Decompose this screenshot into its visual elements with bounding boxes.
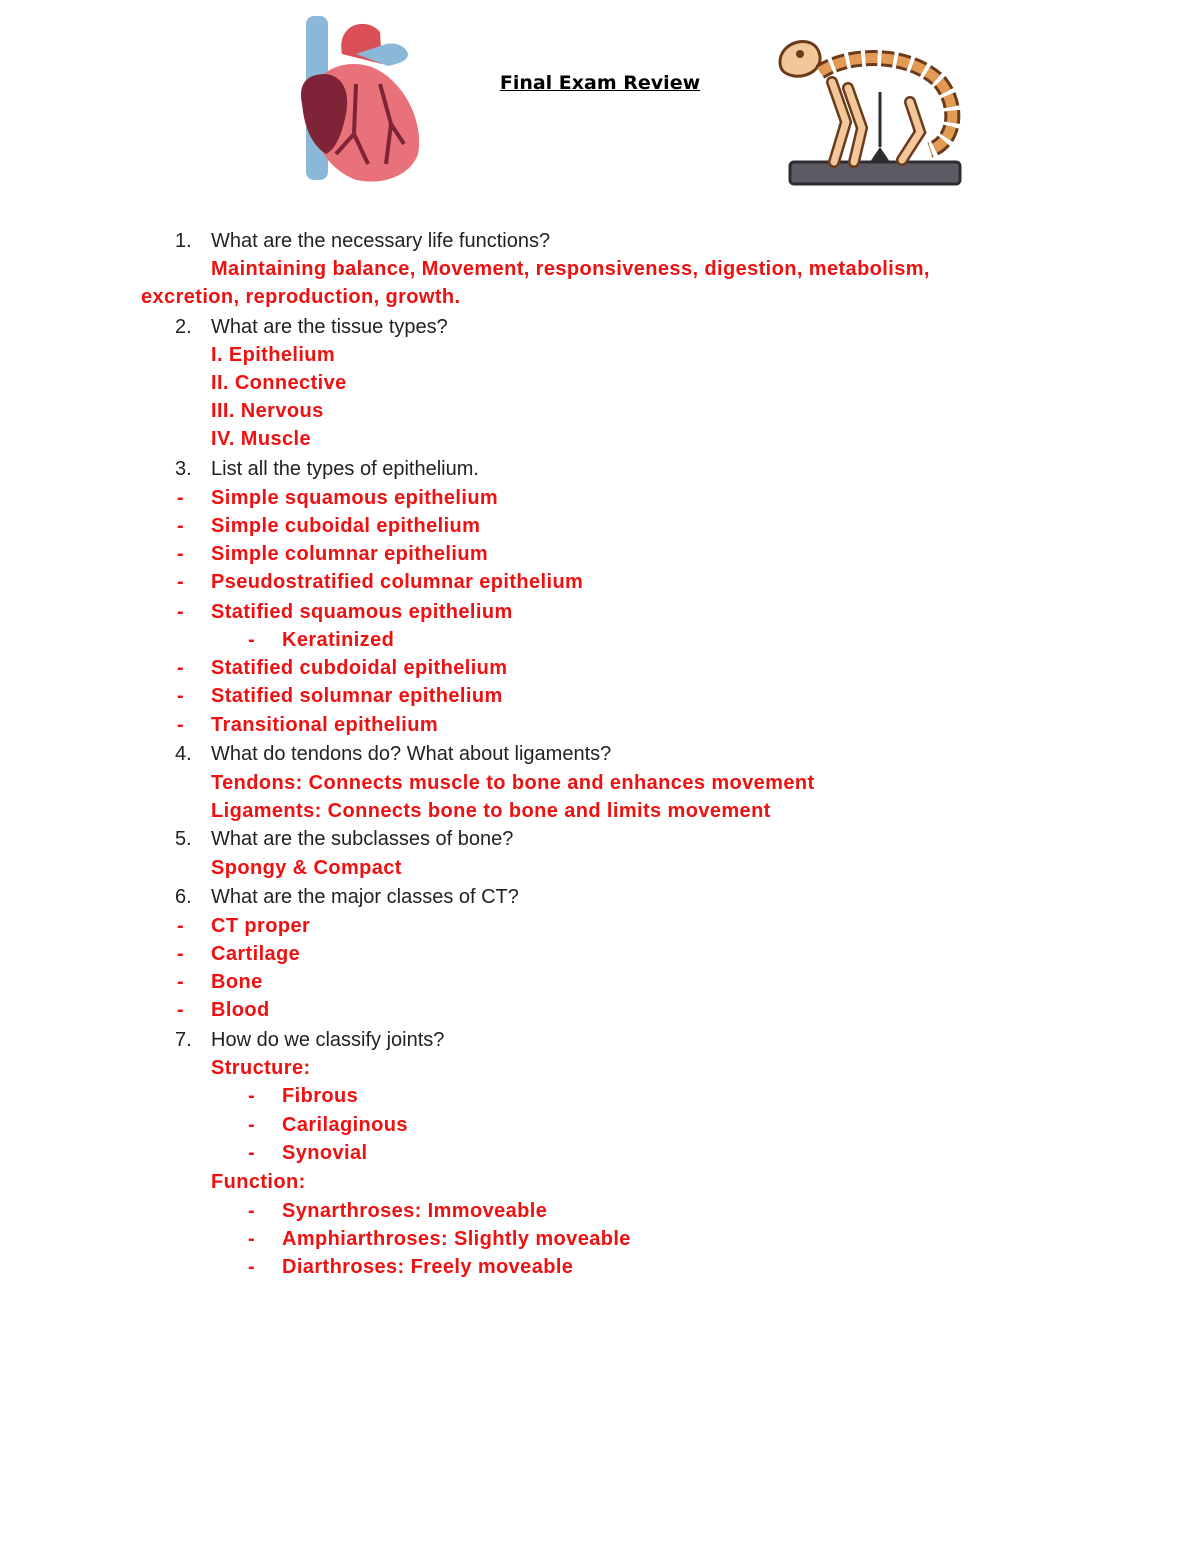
bullet-item bbox=[0, 998, 1200, 1022]
bullet-item bbox=[0, 942, 1200, 966]
answer-item: Pseudostratified columnar epithelium bbox=[211, 571, 584, 593]
bullet-dash: - bbox=[248, 1200, 255, 1222]
answer-item: Spongy & Compact bbox=[211, 857, 402, 879]
answer-subitem: Carilaginous bbox=[282, 1114, 408, 1136]
question-1 bbox=[0, 229, 1200, 253]
answer-item: Simple squamous epithelium bbox=[211, 487, 499, 509]
bullet-dash: - bbox=[177, 601, 184, 623]
answer-item: Statified solumnar epithelium bbox=[211, 685, 503, 707]
bullet-subitem bbox=[0, 1255, 1200, 1279]
question-2 bbox=[0, 315, 1200, 339]
question-text: How do we classify joints? bbox=[211, 1029, 445, 1051]
bullet-subitem bbox=[0, 1227, 1200, 1251]
bullet-dash: - bbox=[177, 515, 184, 537]
bullet-dash: - bbox=[177, 915, 184, 937]
question-number: 7. bbox=[175, 1029, 192, 1051]
question-text: What are the subclasses of bone? bbox=[211, 828, 514, 850]
answer-item: Simple cuboidal epithelium bbox=[211, 515, 481, 537]
bullet-item bbox=[0, 542, 1200, 566]
question-number: 1. bbox=[175, 230, 192, 252]
bullet-dash: - bbox=[177, 685, 184, 707]
subheading-function: Function: bbox=[211, 1171, 306, 1193]
answer-item: Cartilage bbox=[211, 943, 301, 965]
bullet-item bbox=[0, 600, 1200, 624]
answer-subitem: Synovial bbox=[282, 1142, 368, 1164]
bullet-subitem bbox=[0, 1199, 1200, 1223]
question-text: What do tendons do? What about ligaments? bbox=[211, 743, 612, 765]
bullet-subitem bbox=[0, 1141, 1200, 1165]
question-4 bbox=[0, 742, 1200, 766]
question-6 bbox=[0, 885, 1200, 909]
bullet-dash: - bbox=[248, 1085, 255, 1107]
bullet-item bbox=[0, 570, 1200, 594]
subheading-structure: Structure: bbox=[211, 1057, 311, 1079]
bullet-dash: - bbox=[177, 571, 184, 593]
answer-item: Ligaments: Connects bone to bone and limits movement bbox=[211, 800, 771, 822]
answer-item: Tendons: Connects muscle to bone and enhances movement bbox=[211, 772, 815, 794]
bullet-subitem bbox=[0, 1113, 1200, 1137]
bullet-dash: - bbox=[248, 629, 255, 651]
question-text: What are the major classes of CT? bbox=[211, 886, 519, 908]
page-title: Final Exam Review bbox=[499, 72, 701, 94]
answer-item: Statified cubdoidal epithelium bbox=[211, 657, 508, 679]
answer-item: IV. Muscle bbox=[211, 428, 311, 450]
bullet-dash: - bbox=[177, 714, 184, 736]
question-number: 4. bbox=[175, 743, 192, 765]
bullet-item bbox=[0, 970, 1200, 994]
answer-line: Maintaining balance, Movement, responsiveness, digestion, metabolism, bbox=[211, 258, 930, 280]
bullet-dash: - bbox=[177, 543, 184, 565]
bullet-item bbox=[0, 656, 1200, 680]
question-number: 3. bbox=[175, 458, 192, 480]
bullet-dash: - bbox=[177, 943, 184, 965]
bullet-dash: - bbox=[248, 1114, 255, 1136]
answer-item: Statified squamous epithelium bbox=[211, 601, 513, 623]
answer-subitem: Amphiarthroses: Slightly moveable bbox=[282, 1228, 631, 1250]
bullet-item bbox=[0, 514, 1200, 538]
question-text: What are the tissue types? bbox=[211, 316, 448, 338]
bullet-dash: - bbox=[248, 1256, 255, 1278]
bullet-item bbox=[0, 914, 1200, 938]
heart-illustration bbox=[296, 14, 426, 186]
answer-item: II. Connective bbox=[211, 372, 347, 394]
question-number: 6. bbox=[175, 886, 192, 908]
answer-item: Transitional epithelium bbox=[211, 714, 439, 736]
answer-subitem: Keratinized bbox=[282, 629, 395, 651]
bullet-item bbox=[0, 684, 1200, 708]
answer-item: I. Epithelium bbox=[211, 344, 336, 366]
answer-subitem: Fibrous bbox=[282, 1085, 359, 1107]
question-5 bbox=[0, 827, 1200, 851]
skeleton-illustration bbox=[770, 32, 965, 192]
question-3 bbox=[0, 457, 1200, 481]
bullet-dash: - bbox=[177, 999, 184, 1021]
answer-subitem: Diarthroses: Freely moveable bbox=[282, 1256, 574, 1278]
bullet-dash: - bbox=[248, 1228, 255, 1250]
bullet-dash: - bbox=[177, 487, 184, 509]
bullet-dash: - bbox=[177, 971, 184, 993]
answer-subitem: Synarthroses: Immoveable bbox=[282, 1200, 548, 1222]
question-text: What are the necessary life functions? bbox=[211, 230, 551, 252]
answer-item: CT proper bbox=[211, 915, 311, 937]
answer-line: excretion, reproduction, growth. bbox=[141, 286, 461, 308]
answer-item: Simple columnar epithelium bbox=[211, 543, 489, 565]
question-text: List all the types of epithelium. bbox=[211, 458, 479, 480]
bullet-subitem bbox=[0, 1084, 1200, 1108]
answer-item: III. Nervous bbox=[211, 400, 324, 422]
bullet-item bbox=[0, 486, 1200, 510]
answer-item: Blood bbox=[211, 999, 270, 1021]
answer-item: Bone bbox=[211, 971, 263, 993]
question-number: 5. bbox=[175, 828, 192, 850]
bullet-dash: - bbox=[177, 657, 184, 679]
bullet-item bbox=[0, 713, 1200, 737]
bullet-dash: - bbox=[248, 1142, 255, 1164]
bullet-subitem bbox=[0, 628, 1200, 652]
question-7 bbox=[0, 1028, 1200, 1052]
question-number: 2. bbox=[175, 316, 192, 338]
